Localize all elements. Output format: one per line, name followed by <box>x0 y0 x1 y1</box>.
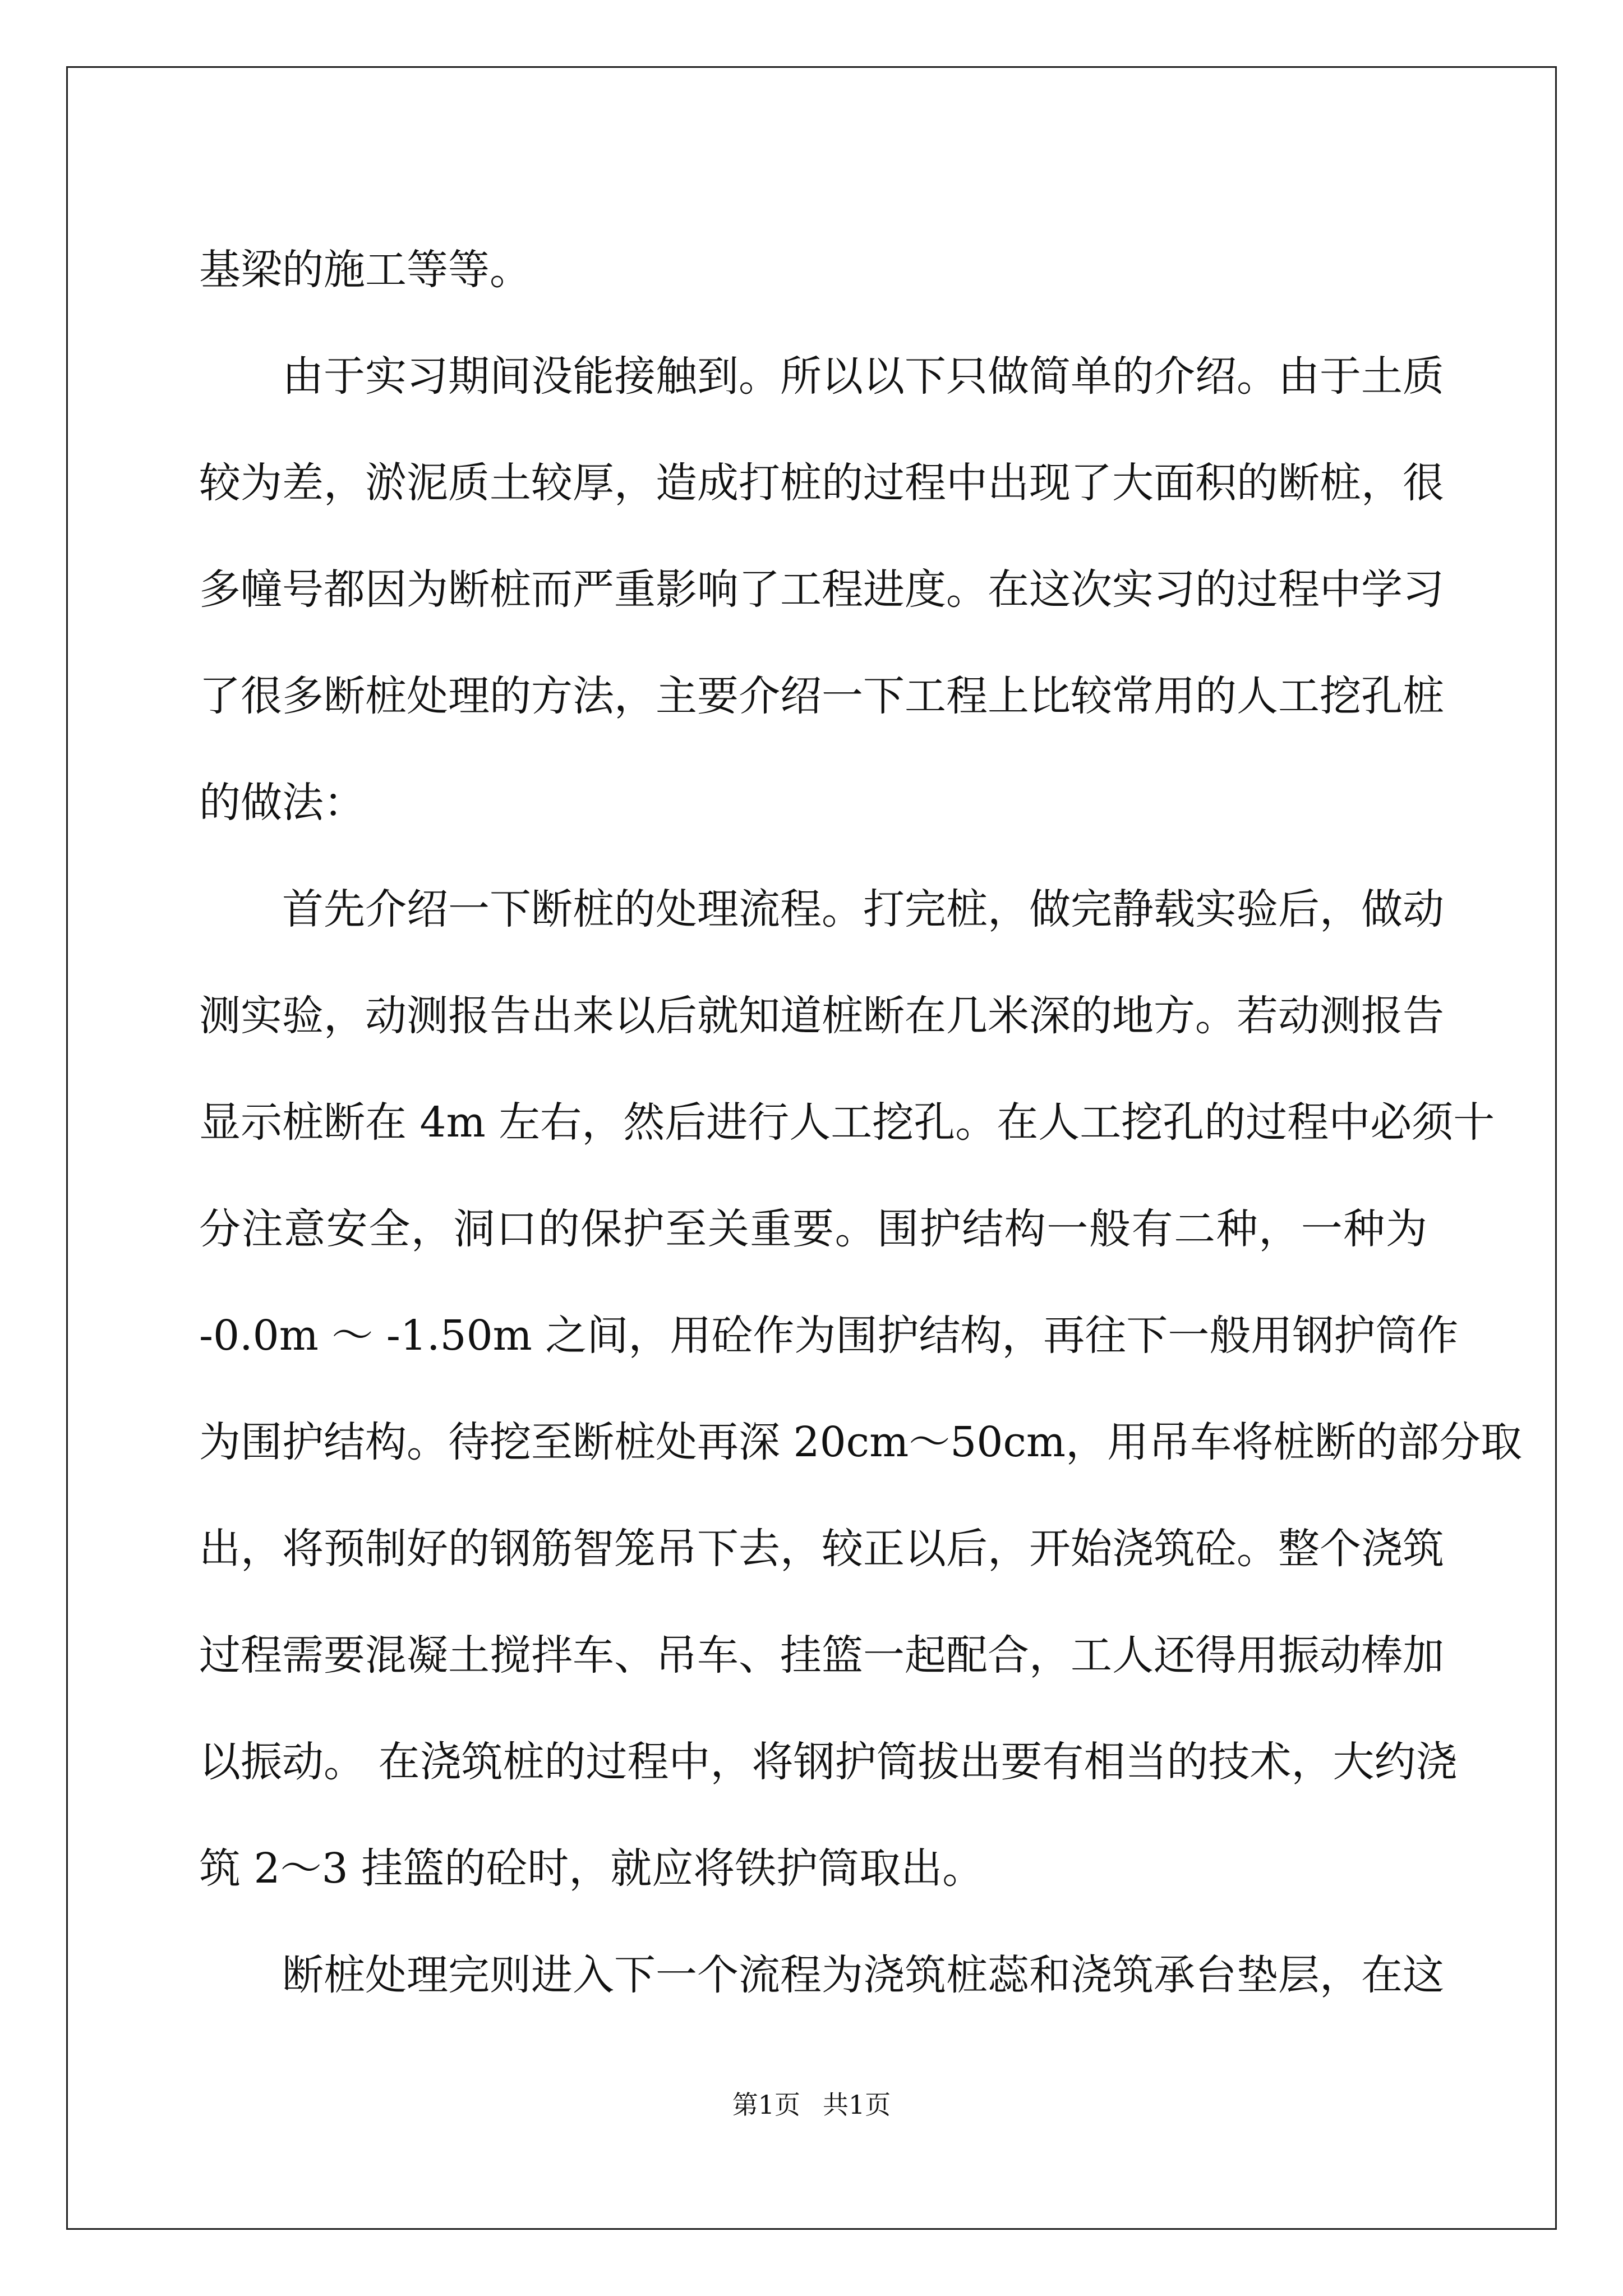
text-line: 显示桩断在 4m 左右，然后进行人工挖孔。在人工挖孔的过程中必须十 <box>199 1098 1495 1147</box>
text-line: 测实验，动测报告出来以后就知道桩断在几米深的地方。若动测报告 <box>199 992 1444 1040</box>
text-line: 较为差，淤泥质土较厚，造成打桩的过程中出现了大面积的断桩，很 <box>199 459 1444 507</box>
page-number-total: 共1页 <box>823 2090 891 2120</box>
text-line: 了很多断桩处理的方法，主要介绍一下工程上比较常用的人工挖孔桩 <box>199 672 1444 720</box>
text-line: 由于实习期间没能接触到。所以以下只做简单的介绍。由于土质 <box>282 352 1444 401</box>
text-line: 出，将预制好的钢筋智笼吊下去，较正以后，开始浇筑砼。整个浇筑 <box>199 1525 1444 1573</box>
text-line: 为围护结构。待挖至断桩处再深 20cm～50cm，用吊车将桩断的部分取 <box>199 1418 1523 1466</box>
text-line: 分注意安全，洞口的保护至关重要。围护结构一般有二种，一种为 <box>199 1205 1427 1253</box>
text-line: 筑 2～3 挂篮的砼时，就应将铁护筒取出。 <box>199 1844 984 1893</box>
page-number-current: 第1页 <box>732 2090 800 2120</box>
text-line: 多幢号都因为断桩而严重影响了工程进度。在这次实习的过程中学习 <box>199 565 1444 614</box>
text-line: 首先介绍一下断桩的处理流程。打完桩，做完静载实验后，做动 <box>282 885 1444 933</box>
document-body <box>199 217 1523 2028</box>
text-line: 断桩处理完则进入下一个流程为浇筑桩蕊和浇筑承台垫层，在这 <box>282 1951 1444 1999</box>
text-line: -0.0m ～ -1.50m 之间，用砼作为围护结构，再往下一般用钢护筒作 <box>199 1312 1459 1360</box>
text-line: 以振动。 在浇筑桩的过程中，将钢护筒拔出要有相当的技术，大约浇 <box>199 1738 1458 1786</box>
text-line: 过程需要混凝土搅拌车、吊车、挂篮一起配合，工人还得用振动棒加 <box>199 1631 1444 1680</box>
text-line: 基梁的施工等等。 <box>199 246 531 294</box>
page-footer <box>0 2088 1623 2122</box>
text-line: 的做法： <box>199 779 365 827</box>
